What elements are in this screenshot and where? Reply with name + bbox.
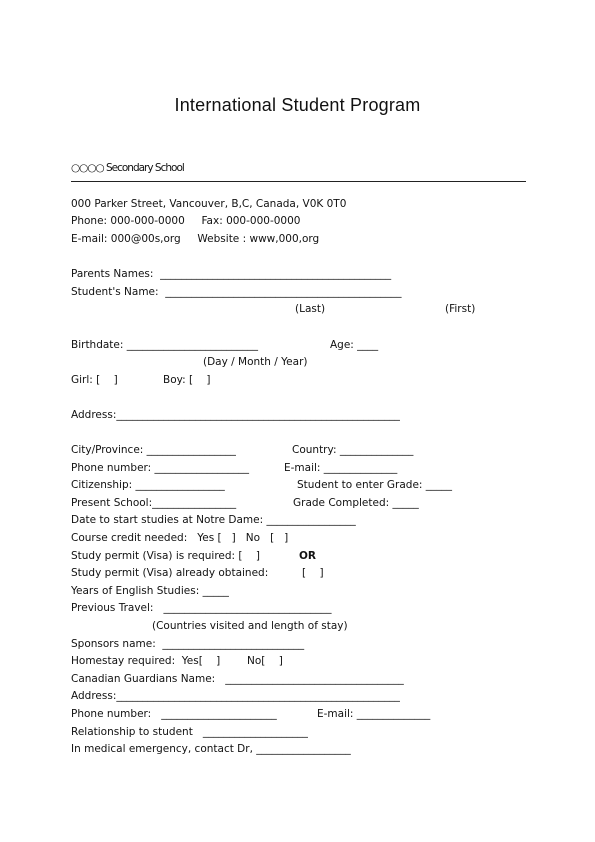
permit-required-checkbox[interactable]: Study permit (Visa) is required: [ ] <box>71 550 260 562</box>
permit-obtained-checkbox[interactable]: [ ] <box>302 567 324 579</box>
country-field[interactable]: Country: ______________ <box>292 444 414 456</box>
grade-completed-field[interactable]: Grade Completed: _____ <box>293 497 419 509</box>
email-field[interactable]: E-mail: ______________ <box>284 462 398 474</box>
school-address: 000 Parker Street, Vancouver, B,C, Canada, V0K 0T0 <box>71 198 347 210</box>
homestay-checkboxes[interactable]: Homestay required: Yes[ ] No[ ] <box>71 655 283 667</box>
relationship-field[interactable]: Relationship to student ____________________ <box>71 726 308 738</box>
citizenship-field[interactable]: Citizenship: _________________ <box>71 479 225 491</box>
school-name: ○○○○ Secondary School <box>71 162 184 174</box>
girl-checkbox[interactable]: Girl: [ ] <box>71 374 118 386</box>
guardian-address-field[interactable]: Address:______________________________________________________ <box>71 690 400 702</box>
student-name-field[interactable]: Student's Name: _____________________________________________ <box>71 286 402 298</box>
course-credit-checkboxes[interactable]: Course credit needed: Yes [ ] No [ ] <box>71 532 289 544</box>
phone-number-field[interactable]: Phone number: __________________ <box>71 462 250 474</box>
start-date-field[interactable]: Date to start studies at Notre Dame: _________________ <box>71 514 356 526</box>
grade-enter-field[interactable]: Student to enter Grade: _____ <box>297 479 453 491</box>
parents-names-field[interactable]: Parents Names: ____________________________________________ <box>71 268 392 280</box>
school-phone-fax: Phone: 000-000-0000 Fax: 000-000-0000 <box>71 215 301 227</box>
sponsors-name-field[interactable]: Sponsors name: ___________________________ <box>71 638 305 650</box>
date-format-label: (Day / Month / Year) <box>203 356 308 368</box>
guardian-phone-field[interactable]: Phone number: ______________________ <box>71 708 277 720</box>
last-name-label: (Last) <box>295 303 326 315</box>
page-title: International Student Program <box>174 95 421 115</box>
school-email-website: E-mail: 000@00s,org Website : www,000,org <box>71 233 320 245</box>
boy-checkbox[interactable]: Boy: [ ] <box>163 374 211 386</box>
or-label: OR <box>299 550 317 562</box>
medical-contact-field[interactable]: In medical emergency, contact Dr, __________________ <box>71 743 351 755</box>
previous-travel-field[interactable]: Previous Travel: ________________________________ <box>71 602 332 614</box>
guardian-email-field[interactable]: E-mail: ______________ <box>317 708 431 720</box>
city-province-field[interactable]: City/Province: _________________ <box>71 444 236 456</box>
present-school-field[interactable]: Present School:________________ <box>71 497 237 509</box>
header-divider <box>71 181 526 182</box>
birthdate-field[interactable]: Birthdate: _________________________ <box>71 339 259 351</box>
years-english-field[interactable]: Years of English Studies: _____ <box>71 585 229 597</box>
first-name-label: (First) <box>445 303 476 315</box>
permit-obtained-label: Study permit (Visa) already obtained: <box>71 567 269 579</box>
countries-visited-label: (Countries visited and length of stay) <box>152 620 348 632</box>
age-field[interactable]: Age: ____ <box>330 339 379 351</box>
address-field[interactable]: Address:______________________________________________________ <box>71 409 400 421</box>
guardians-name-field[interactable]: Canadian Guardians Name: __________________________________ <box>71 673 404 685</box>
